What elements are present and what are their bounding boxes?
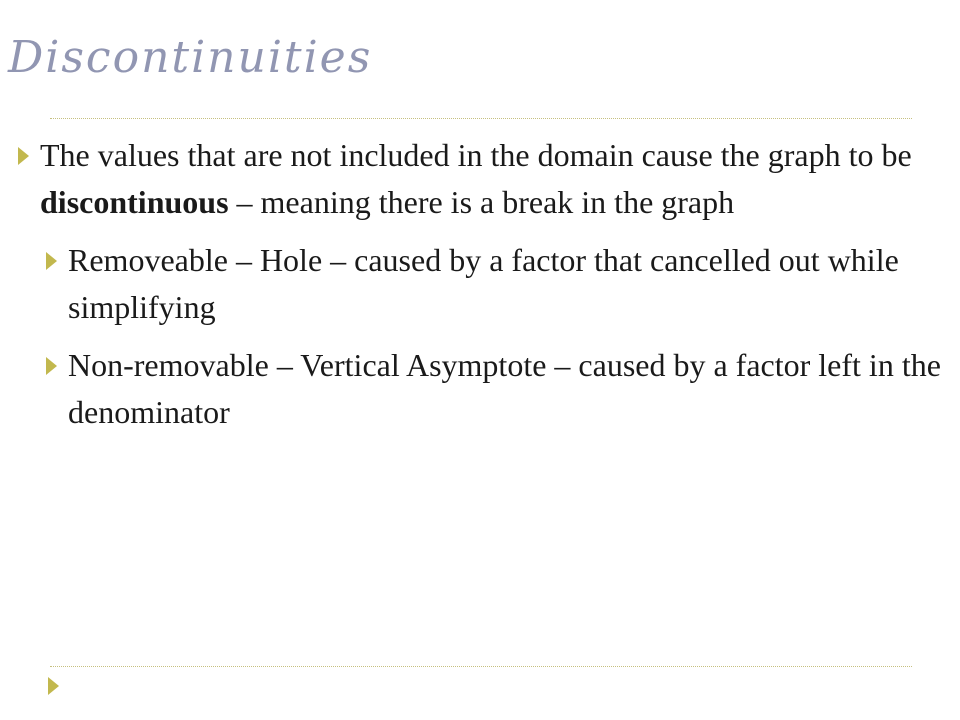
triangle-right-icon — [46, 252, 57, 270]
bullet-sub-removeable — [18, 237, 948, 331]
triangle-right-icon — [48, 677, 59, 695]
triangle-right-icon — [46, 357, 57, 375]
title-divider — [50, 118, 912, 119]
bullet-main-text-part1: The values that are not included in the domain cause the graph to be — [40, 137, 912, 173]
bullet-main — [18, 132, 948, 226]
bullet-sub-nonremovable — [18, 342, 948, 436]
footer-divider — [50, 666, 912, 667]
triangle-right-icon — [18, 147, 29, 165]
bullet-main-text-part2: – meaning there is a break in the graph — [228, 184, 735, 220]
bullet-sub-text: Removeable – Hole – caused by a factor that cancelled out while simplifying — [68, 242, 899, 325]
slide-body — [18, 132, 948, 436]
bullet-sub-text: Non-removable – Vertical Asymptote – caused by a factor left in the denominator — [68, 347, 941, 430]
bullet-main-bold-term: discontinuous — [40, 184, 229, 220]
slide-title: Discontinuities — [8, 32, 373, 83]
